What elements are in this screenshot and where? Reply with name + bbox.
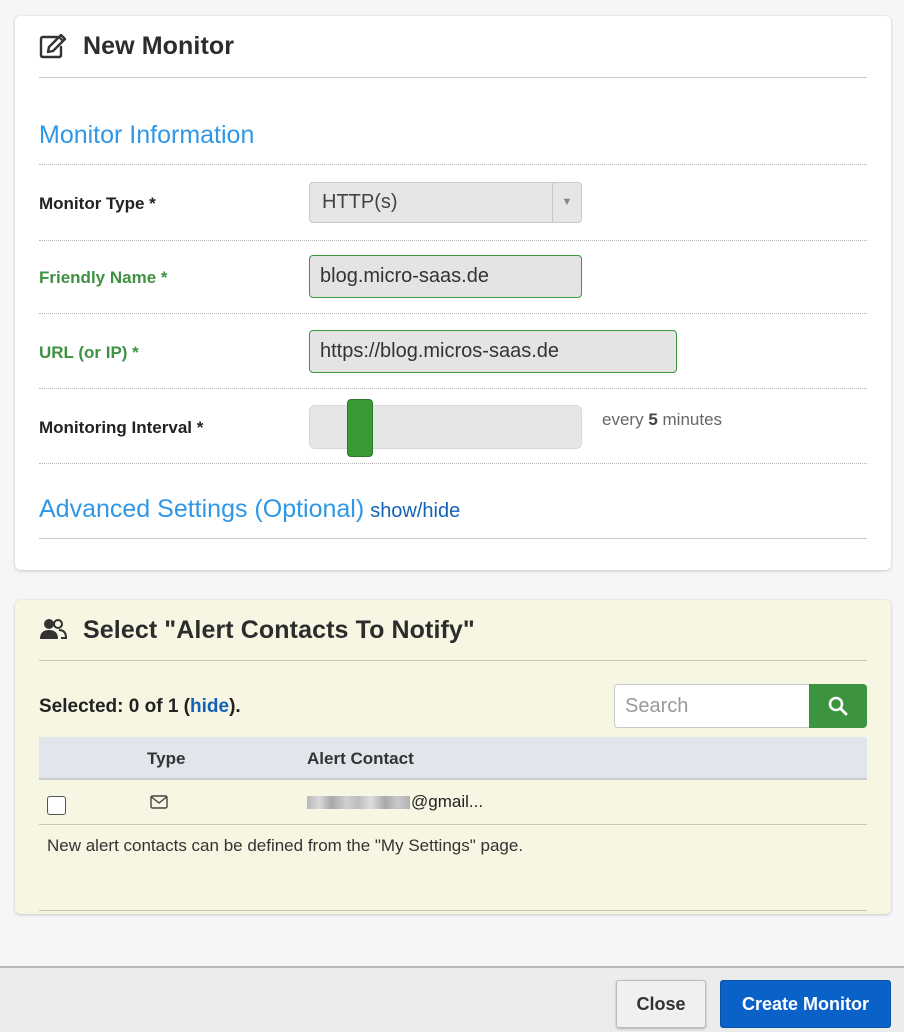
close-button[interactable]: Close [616, 980, 706, 1028]
friendly-name-label: Friendly Name * [39, 268, 168, 287]
selected-count-suffix: ). [229, 696, 241, 717]
divider [39, 164, 867, 165]
contacts-table-header [39, 737, 867, 780]
divider [39, 313, 867, 314]
slider-handle[interactable] [347, 399, 373, 457]
url-label: URL (or IP) * [39, 343, 139, 362]
alert-contacts-title: Select "Alert Contacts To Notify" [83, 615, 475, 644]
contact-search [614, 684, 867, 728]
search-input[interactable]: Search [614, 684, 809, 728]
edit-icon [39, 33, 69, 59]
divider [39, 240, 867, 241]
new-monitor-card [15, 16, 891, 570]
section-title-advanced-settings [39, 495, 460, 524]
interval-prefix: every [602, 410, 644, 429]
selected-count [39, 696, 241, 718]
redacted-text [307, 796, 410, 809]
selected-count-prefix: Selected: 0 of 1 ( [39, 696, 190, 717]
monitoring-interval-slider[interactable] [309, 405, 582, 449]
divider [39, 463, 867, 464]
modal-footer [0, 966, 904, 1032]
advanced-settings-toggle-link[interactable]: show/hide [370, 500, 461, 522]
alert-contacts-note: New alert contacts can be defined from the "My Settings" page. [47, 836, 524, 855]
monitoring-interval-label: Monitoring Interval * [39, 418, 204, 437]
column-header-type[interactable]: Type [147, 749, 186, 768]
divider [39, 538, 867, 539]
hide-selected-link[interactable]: hide [190, 696, 230, 717]
interval-value: 5 [648, 410, 658, 429]
alert-contact-email-text: @gmail... [411, 792, 484, 811]
monitor-type-select[interactable] [309, 182, 582, 223]
url-input[interactable]: https://blog.micros-saas.de [309, 330, 677, 373]
section-title-monitor-information: Monitor Information [39, 121, 255, 149]
search-button[interactable] [809, 684, 867, 728]
users-icon [39, 616, 69, 642]
interval-suffix: minutes [662, 410, 723, 429]
new-monitor-header [39, 16, 867, 78]
create-monitor-button[interactable]: Create Monitor [720, 980, 891, 1028]
alert-contacts-header [39, 600, 867, 661]
dropdown-arrow-icon[interactable]: ▼ [552, 183, 581, 222]
divider [39, 388, 867, 389]
table-row [39, 780, 867, 825]
alert-contacts-card [15, 600, 891, 914]
monitor-type-label: Monitor Type * [39, 194, 156, 213]
alert-contact-email [307, 792, 483, 812]
interval-readout [602, 410, 722, 430]
page-title: New Monitor [83, 32, 235, 60]
monitor-type-value: HTTP(s) [322, 191, 398, 213]
search-icon [828, 696, 848, 716]
advanced-settings-label: Advanced Settings (Optional) [39, 495, 365, 523]
envelope-icon [150, 795, 168, 814]
divider [39, 910, 867, 911]
column-header-alert-contact[interactable]: Alert Contact [307, 749, 414, 768]
contact-checkbox[interactable] [47, 796, 66, 815]
friendly-name-input[interactable]: blog.micro-saas.de [309, 255, 582, 298]
